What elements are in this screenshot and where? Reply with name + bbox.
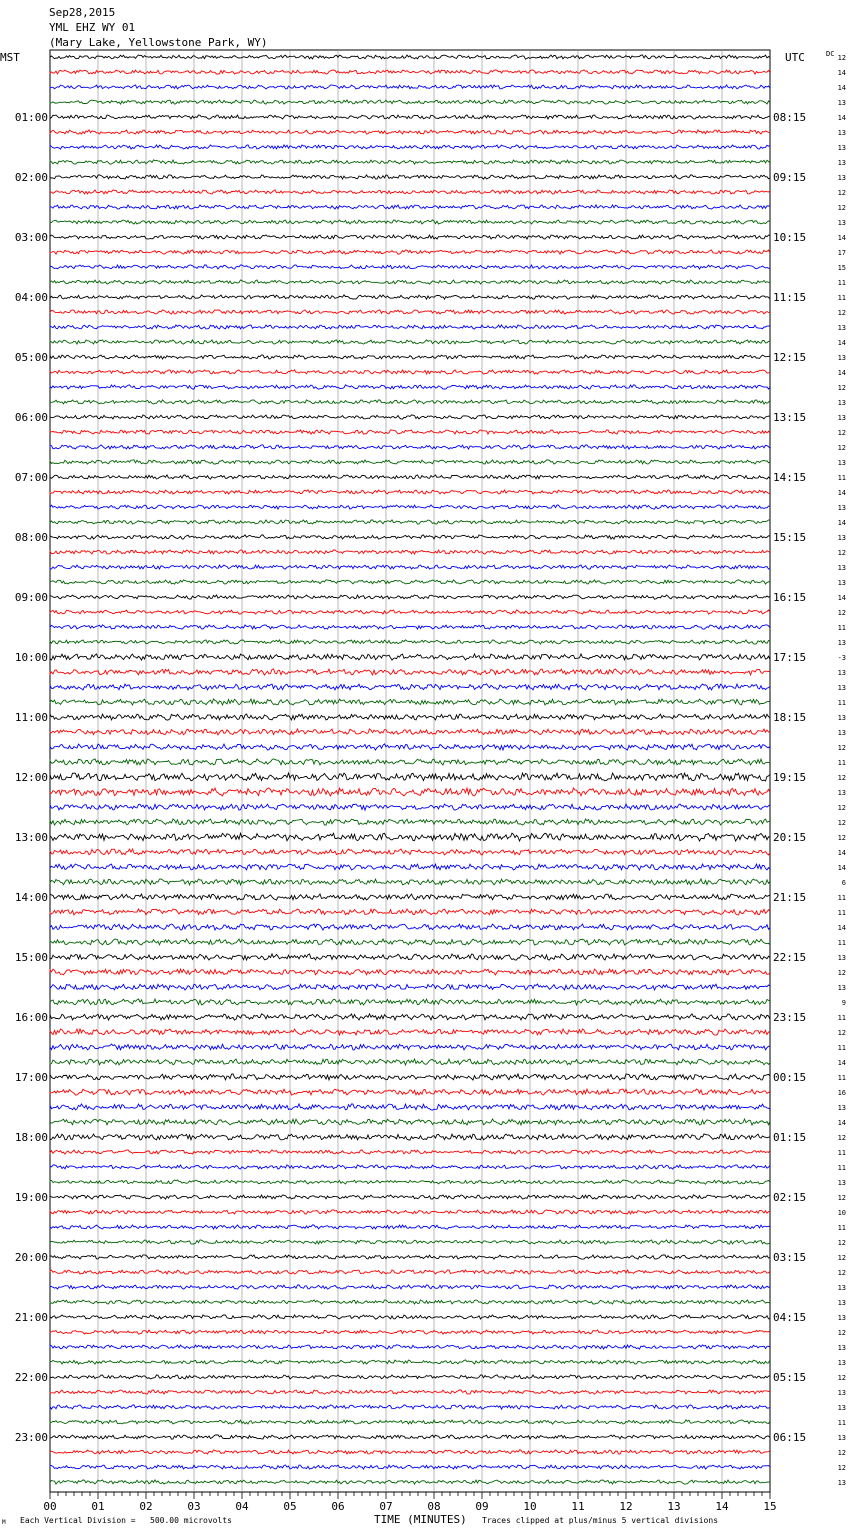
x-tick-label: 12	[619, 1500, 633, 1513]
x-tick-label: 06	[331, 1500, 345, 1513]
seismic-trace	[50, 145, 770, 149]
utc-hour-label: 01:15	[773, 1131, 807, 1144]
dc-offset-label: 13	[837, 684, 846, 692]
dc-offset-label: 14	[837, 519, 846, 527]
mst-hour-label: 06:00	[14, 411, 48, 424]
dc-offset-label: 12	[837, 444, 846, 452]
seismic-trace	[50, 1225, 770, 1229]
mst-hour-label: 01:00	[14, 111, 48, 124]
seismic-trace	[50, 1390, 770, 1394]
dc-offset-label: 12	[837, 1254, 846, 1262]
dc-offset-label: 11	[837, 1149, 846, 1157]
seismic-trace	[50, 175, 770, 179]
dc-offset-label: 12	[837, 549, 846, 557]
dc-offset-label: 11	[837, 1044, 846, 1052]
dc-offset-label: 13	[837, 984, 846, 992]
seismic-trace	[50, 849, 770, 855]
dc-offset-label: 12	[837, 969, 846, 977]
dc-offset-label: 14	[837, 489, 846, 497]
mst-hour-label: 17:00	[14, 1071, 48, 1084]
seismic-trace	[50, 625, 770, 629]
utc-hour-label: 18:15	[773, 711, 807, 724]
dc-offset-label: 13	[837, 729, 846, 737]
dc-offset-label: 13	[837, 1359, 846, 1367]
seismic-trace	[50, 160, 770, 164]
utc-hour-label: 16:15	[773, 591, 807, 604]
utc-hour-label: 11:15	[773, 291, 807, 304]
dc-offset-label: 15	[837, 264, 846, 272]
mst-hour-label: 07:00	[14, 471, 48, 484]
utc-hour-label: 13:15	[773, 411, 807, 424]
seismic-trace	[50, 909, 770, 915]
seismic-trace	[50, 280, 770, 284]
dc-offset-label: -3	[837, 654, 846, 662]
seismic-trace	[50, 1285, 770, 1289]
dc-offset-label: 14	[837, 849, 846, 857]
seismic-trace	[50, 1465, 770, 1469]
utc-hour-label: 20:15	[773, 831, 807, 844]
seismic-trace	[50, 430, 770, 434]
vertical-division-note: Each Vertical Division = 500.00 microvolts	[20, 1516, 232, 1525]
seismic-trace	[50, 684, 770, 690]
utc-hour-label: 17:15	[773, 651, 807, 664]
seismic-trace	[50, 115, 770, 119]
dc-offset-header: DC	[826, 50, 835, 58]
seismic-trace	[50, 385, 770, 389]
seismic-trace	[50, 550, 770, 554]
mst-hour-label: 20:00	[14, 1251, 48, 1264]
dc-offset-label: 12	[837, 189, 846, 197]
seismic-trace	[50, 1360, 770, 1364]
seismic-trace	[50, 1165, 770, 1169]
dc-offset-label: 13	[837, 954, 846, 962]
dc-offset-label: 12	[837, 1449, 846, 1457]
seismic-trace	[50, 235, 770, 239]
dc-offset-label: 14	[837, 369, 846, 377]
seismic-trace	[50, 325, 770, 329]
seismic-trace	[50, 654, 770, 660]
seismic-trace	[50, 1044, 770, 1050]
utc-hour-label: 19:15	[773, 771, 807, 784]
dc-offset-label: 11	[837, 1164, 846, 1172]
dc-offset-label: 13	[837, 1179, 846, 1187]
mst-hour-label: 19:00	[14, 1191, 48, 1204]
seismic-trace	[50, 729, 770, 735]
seismic-trace	[50, 1240, 770, 1244]
dc-offset-label: 11	[837, 279, 846, 287]
seismic-trace	[50, 1375, 770, 1379]
dc-offset-label: 11	[837, 894, 846, 902]
seismic-trace	[50, 1300, 770, 1304]
x-tick-label: 05	[283, 1500, 297, 1513]
dc-offset-label: 13	[837, 1404, 846, 1412]
seismic-trace	[50, 1014, 770, 1020]
seismic-trace	[50, 1089, 770, 1095]
x-axis-label: TIME (MINUTES)	[374, 1513, 467, 1526]
seismic-trace	[50, 833, 770, 841]
dc-offset-label: 13	[837, 354, 846, 362]
dc-offset-label: 13	[837, 1314, 846, 1322]
seismic-trace	[50, 460, 770, 464]
seismic-trace	[50, 70, 770, 74]
seismic-trace	[50, 999, 770, 1005]
seismic-trace	[50, 1150, 770, 1154]
utc-hour-label: 05:15	[773, 1371, 807, 1384]
x-tick-label: 04	[235, 1500, 249, 1513]
dc-offset-label: 13	[837, 1104, 846, 1112]
dc-offset-label: 14	[837, 594, 846, 602]
dc-offset-label: 12	[837, 309, 846, 317]
mst-hour-label: 04:00	[14, 291, 48, 304]
dc-offset-label: 11	[837, 1419, 846, 1427]
dc-offset-label: 11	[837, 474, 846, 482]
seismic-trace	[50, 819, 770, 825]
mst-hour-label: 11:00	[14, 711, 48, 724]
dc-offset-label: 14	[837, 1059, 846, 1067]
dc-offset-label: 12	[837, 804, 846, 812]
seismic-trace	[50, 1074, 770, 1080]
mst-hour-label: 09:00	[14, 591, 48, 604]
x-tick-label: 15	[763, 1500, 777, 1513]
right-axis-timezone-label: UTC	[785, 51, 805, 64]
dc-offset-label: 11	[837, 1224, 846, 1232]
dc-offset-label: 13	[837, 1284, 846, 1292]
utc-hour-label: 03:15	[773, 1251, 807, 1264]
x-tick-label: 11	[571, 1500, 585, 1513]
seismic-trace	[50, 1405, 770, 1409]
seismic-trace	[50, 1029, 770, 1035]
utc-hour-label: 12:15	[773, 351, 807, 364]
seismic-trace	[50, 640, 770, 644]
utc-hour-label: 00:15	[773, 1071, 807, 1084]
mst-hour-label: 16:00	[14, 1011, 48, 1024]
seismic-trace	[50, 475, 770, 479]
seismic-trace	[50, 565, 770, 569]
dc-offset-label: 12	[837, 384, 846, 392]
mst-hour-label: 18:00	[14, 1131, 48, 1144]
dc-offset-label: 13	[837, 504, 846, 512]
dc-offset-label: 12	[837, 1374, 846, 1382]
dc-offset-label: 12	[837, 54, 846, 62]
mst-hour-label: 23:00	[14, 1431, 48, 1444]
seismic-trace	[50, 669, 770, 675]
dc-offset-label: 13	[837, 99, 846, 107]
utc-hour-label: 02:15	[773, 1191, 807, 1204]
dc-offset-label: 12	[837, 1464, 846, 1472]
x-tick-label: 00	[43, 1500, 57, 1513]
mst-hour-label: 10:00	[14, 651, 48, 664]
dc-offset-label: 13	[837, 159, 846, 167]
dc-offset-label: 13	[837, 1299, 846, 1307]
dc-offset-label: 13	[837, 219, 846, 227]
dc-offset-label: 12	[837, 744, 846, 752]
seismic-trace	[50, 310, 770, 314]
seismic-trace	[50, 924, 770, 930]
mst-hour-label: 21:00	[14, 1311, 48, 1324]
dc-offset-label: 14	[837, 339, 846, 347]
seismic-trace	[50, 1420, 770, 1424]
seismic-trace	[50, 490, 770, 494]
seismic-trace	[50, 535, 770, 539]
dc-offset-label: 17	[837, 249, 846, 257]
seismic-trace	[50, 520, 770, 524]
station-location: (Mary Lake, Yellowstone Park, WY)	[49, 36, 268, 49]
seismic-trace	[50, 1134, 770, 1140]
dc-offset-label: 14	[837, 84, 846, 92]
utc-hour-label: 06:15	[773, 1431, 807, 1444]
seismic-trace	[50, 759, 770, 765]
seismic-trace	[50, 355, 770, 359]
dc-offset-label: 14	[837, 69, 846, 77]
seismic-trace	[50, 939, 770, 945]
seismic-trace	[50, 85, 770, 89]
clip-note: Traces clipped at plus/minus 5 vertical divisions	[482, 1516, 719, 1525]
seismic-trace	[50, 250, 770, 254]
dc-offset-label: 12	[837, 1239, 846, 1247]
seismic-trace	[50, 1450, 770, 1454]
corner-mark: M	[2, 1519, 6, 1526]
x-tick-label: 14	[715, 1500, 729, 1513]
dc-offset-label: 13	[837, 789, 846, 797]
seismic-trace	[50, 804, 770, 810]
dc-offset-label: 12	[837, 1269, 846, 1277]
dc-offset-label: 13	[837, 1434, 846, 1442]
seismic-trace	[50, 505, 770, 509]
seismic-trace	[50, 1119, 770, 1125]
dc-offset-label: 10	[837, 1209, 846, 1217]
dc-offset-label: 12	[837, 774, 846, 782]
x-tick-label: 03	[187, 1500, 201, 1513]
seismic-trace	[50, 1270, 770, 1274]
seismic-trace	[50, 1345, 770, 1349]
x-tick-label: 13	[667, 1500, 681, 1513]
utc-hour-label: 08:15	[773, 111, 807, 124]
dc-offset-label: 13	[837, 714, 846, 722]
x-tick-label: 01	[91, 1500, 105, 1513]
dc-offset-label: 11	[837, 759, 846, 767]
seismic-trace	[50, 1195, 770, 1199]
dc-offset-label: 11	[837, 699, 846, 707]
dc-offset-label: 14	[837, 924, 846, 932]
dc-offset-label: 9	[841, 999, 846, 1007]
utc-hour-label: 10:15	[773, 231, 807, 244]
seismic-trace	[50, 1210, 770, 1214]
x-tick-label: 10	[523, 1500, 537, 1513]
utc-hour-label: 15:15	[773, 531, 807, 544]
seismic-trace	[50, 1059, 770, 1065]
dc-offset-label: 11	[837, 1074, 846, 1082]
dc-offset-label: 12	[837, 204, 846, 212]
mst-hour-label: 22:00	[14, 1371, 48, 1384]
station-code: YML EHZ WY 01	[49, 21, 136, 34]
seismic-trace	[50, 1315, 770, 1319]
dc-offset-label: 14	[837, 1119, 846, 1127]
seismic-trace	[50, 130, 770, 134]
seismic-trace	[50, 1104, 770, 1110]
seismic-trace	[50, 55, 770, 59]
mst-hour-label: 02:00	[14, 171, 48, 184]
dc-offset-label: 13	[837, 1389, 846, 1397]
dc-offset-label: 11	[837, 624, 846, 632]
seismic-trace	[50, 984, 770, 990]
seismic-trace	[50, 400, 770, 404]
seismic-trace	[50, 595, 770, 599]
seismic-trace	[50, 265, 770, 269]
x-tick-label: 07	[379, 1500, 393, 1513]
mst-hour-label: 03:00	[14, 231, 48, 244]
dc-offset-label: 13	[837, 564, 846, 572]
left-axis-timezone-label: MST	[0, 51, 20, 64]
seismic-trace	[50, 295, 770, 299]
utc-hour-label: 23:15	[773, 1011, 807, 1024]
dc-offset-label: 14	[837, 864, 846, 872]
seismic-trace	[50, 205, 770, 209]
seismic-trace	[50, 714, 770, 720]
seismic-trace	[50, 1255, 770, 1259]
dc-offset-label: 13	[837, 534, 846, 542]
dc-offset-label: 13	[837, 324, 846, 332]
utc-hour-label: 04:15	[773, 1311, 807, 1324]
dc-offset-label: 11	[837, 909, 846, 917]
dc-offset-label: 13	[837, 414, 846, 422]
dc-offset-label: 16	[837, 1089, 846, 1097]
seismic-trace	[50, 1480, 770, 1484]
dc-offset-label: 12	[837, 609, 846, 617]
seismic-trace	[50, 220, 770, 224]
dc-offset-label: 13	[837, 129, 846, 137]
seismic-trace	[50, 894, 770, 900]
mst-hour-label: 05:00	[14, 351, 48, 364]
x-tick-label: 02	[139, 1500, 153, 1513]
seismic-trace	[50, 580, 770, 584]
dc-offset-label: 12	[837, 834, 846, 842]
chart-date: Sep28,2015	[49, 6, 116, 19]
dc-offset-label: 13	[837, 1344, 846, 1352]
dc-offset-label: 12	[837, 1134, 846, 1142]
mst-hour-label: 08:00	[14, 531, 48, 544]
seismic-trace	[50, 415, 770, 419]
dc-offset-label: 12	[837, 819, 846, 827]
dc-offset-label: 13	[837, 144, 846, 152]
mst-hour-label: 14:00	[14, 891, 48, 904]
mst-hour-label: 13:00	[14, 831, 48, 844]
utc-hour-label: 22:15	[773, 951, 807, 964]
seismic-trace	[50, 100, 770, 104]
seismic-trace	[50, 699, 770, 705]
seismic-trace	[50, 1330, 770, 1334]
seismic-trace	[50, 864, 770, 870]
seismic-trace	[50, 879, 770, 885]
seismic-trace	[50, 445, 770, 449]
seismic-trace	[50, 340, 770, 344]
seismic-trace	[50, 969, 770, 975]
x-tick-label: 08	[427, 1500, 441, 1513]
seismic-trace	[50, 1435, 770, 1439]
dc-offset-label: 12	[837, 1329, 846, 1337]
seismic-trace	[50, 610, 770, 614]
utc-hour-label: 14:15	[773, 471, 807, 484]
dc-offset-label: 13	[837, 579, 846, 587]
dc-offset-label: 14	[837, 114, 846, 122]
dc-offset-label: 13	[837, 459, 846, 467]
mst-hour-label: 15:00	[14, 951, 48, 964]
dc-offset-label: 11	[837, 1014, 846, 1022]
dc-offset-label: 12	[837, 429, 846, 437]
dc-offset-label: 13	[837, 639, 846, 647]
seismic-trace	[50, 788, 770, 796]
x-tick-label: 09	[475, 1500, 489, 1513]
utc-hour-label: 21:15	[773, 891, 807, 904]
mst-hour-label: 12:00	[14, 771, 48, 784]
seismic-trace	[50, 190, 770, 194]
seismic-trace	[50, 773, 770, 781]
dc-offset-label: 14	[837, 234, 846, 242]
seismic-trace	[50, 954, 770, 960]
seismic-trace	[50, 370, 770, 374]
dc-offset-label: 13	[837, 1479, 846, 1487]
dc-offset-label: 12	[837, 1194, 846, 1202]
dc-offset-label: 13	[837, 174, 846, 182]
dc-offset-label: 13	[837, 399, 846, 407]
dc-offset-label: 6	[841, 879, 846, 887]
dc-offset-label: 11	[837, 294, 846, 302]
utc-hour-label: 09:15	[773, 171, 807, 184]
seismic-trace	[50, 1180, 770, 1184]
dc-offset-label: 12	[837, 1029, 846, 1037]
dc-offset-label: 13	[837, 669, 846, 677]
seismic-trace	[50, 744, 770, 750]
dc-offset-label: 11	[837, 939, 846, 947]
